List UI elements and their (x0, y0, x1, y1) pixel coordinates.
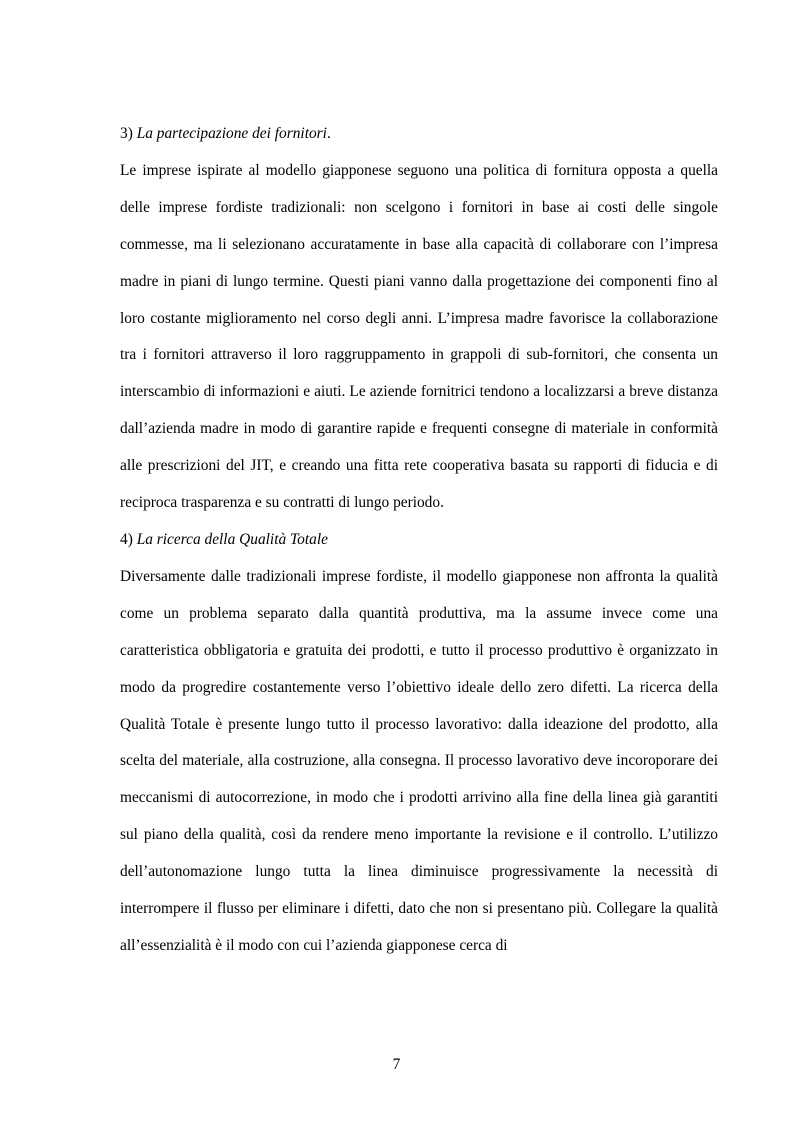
section-heading-fornitori (120, 116, 718, 153)
page-number: 7 (392, 1056, 401, 1073)
section-heading-qualita (120, 522, 718, 559)
paragraph-qualita: Diversamente dalle tradizionali imprese fordiste, il modello giapponese non affronta la qualità come un problema separato dalla quantità produttiva, ma la assume invece come una caratteristica obbligatoria e gratuita dei prodotti, e tutto il processo produttivo è organizzato in modo da progredire costantemente verso l’obiettivo ideale dello zero difetti. La ricerca della Qualità Totale è presente lungo tutto il processo lavorativo: dalla ideazione del prodotto, alla scelta del materiale, alla costruzione, alla consegna. Il processo lavorativo deve incoroporare dei meccanismi di autocorrezione, in modo che i prodotti arrivino alla fine della linea già garantiti sul piano della qualità, così da rendere meno importante la revisione e il controllo. L’utilizzo dell’autonomazione lungo tutta la linea diminuisce progressivamente la necessità di interrompere il flusso per eliminare i difetti, dato che non si presentano più. Collegare la qualità all’essenzialità è il modo con cui l’azienda giapponese cerca di (120, 567, 718, 954)
paragraph-fornitori: Le imprese ispirate al modello giapponese seguono una politica di fornitura opposta a quella delle imprese fordiste tradizionali: non scelgono i fornitori in base ai costi delle singole commesse, ma li selezionano accuratamente in base alla capacità di collaborare con l’impresa madre in piani di lungo termine. Questi piani vanno dalla progettazione dei componenti fino al loro costante miglioramento nel corso degli anni. L’impresa madre favorisce la collaborazione tra i fornitori attraverso il loro raggruppamento in grappoli di sub-fornitori, che consenta un interscambio di informazioni e aiuti. Le aziende fornitrici tendono a localizzarsi a breve distanza dall’azienda madre in modo di garantire rapide e frequenti consegne di materiale in conformità alle prescrizioni del JIT, e creando una fitta rete cooperativa basata su rapporti di fiducia e di reciproca trasparenza e su contratti di lungo periodo. (120, 161, 718, 512)
page-body (120, 116, 718, 965)
section-number: 3) (120, 125, 133, 142)
section-title-suffix: . (326, 125, 331, 142)
section-title: La ricerca della Qualità Totale (136, 530, 328, 548)
section-number: 4) (120, 530, 133, 548)
section-title: La partecipazione dei fornitori (136, 125, 327, 142)
